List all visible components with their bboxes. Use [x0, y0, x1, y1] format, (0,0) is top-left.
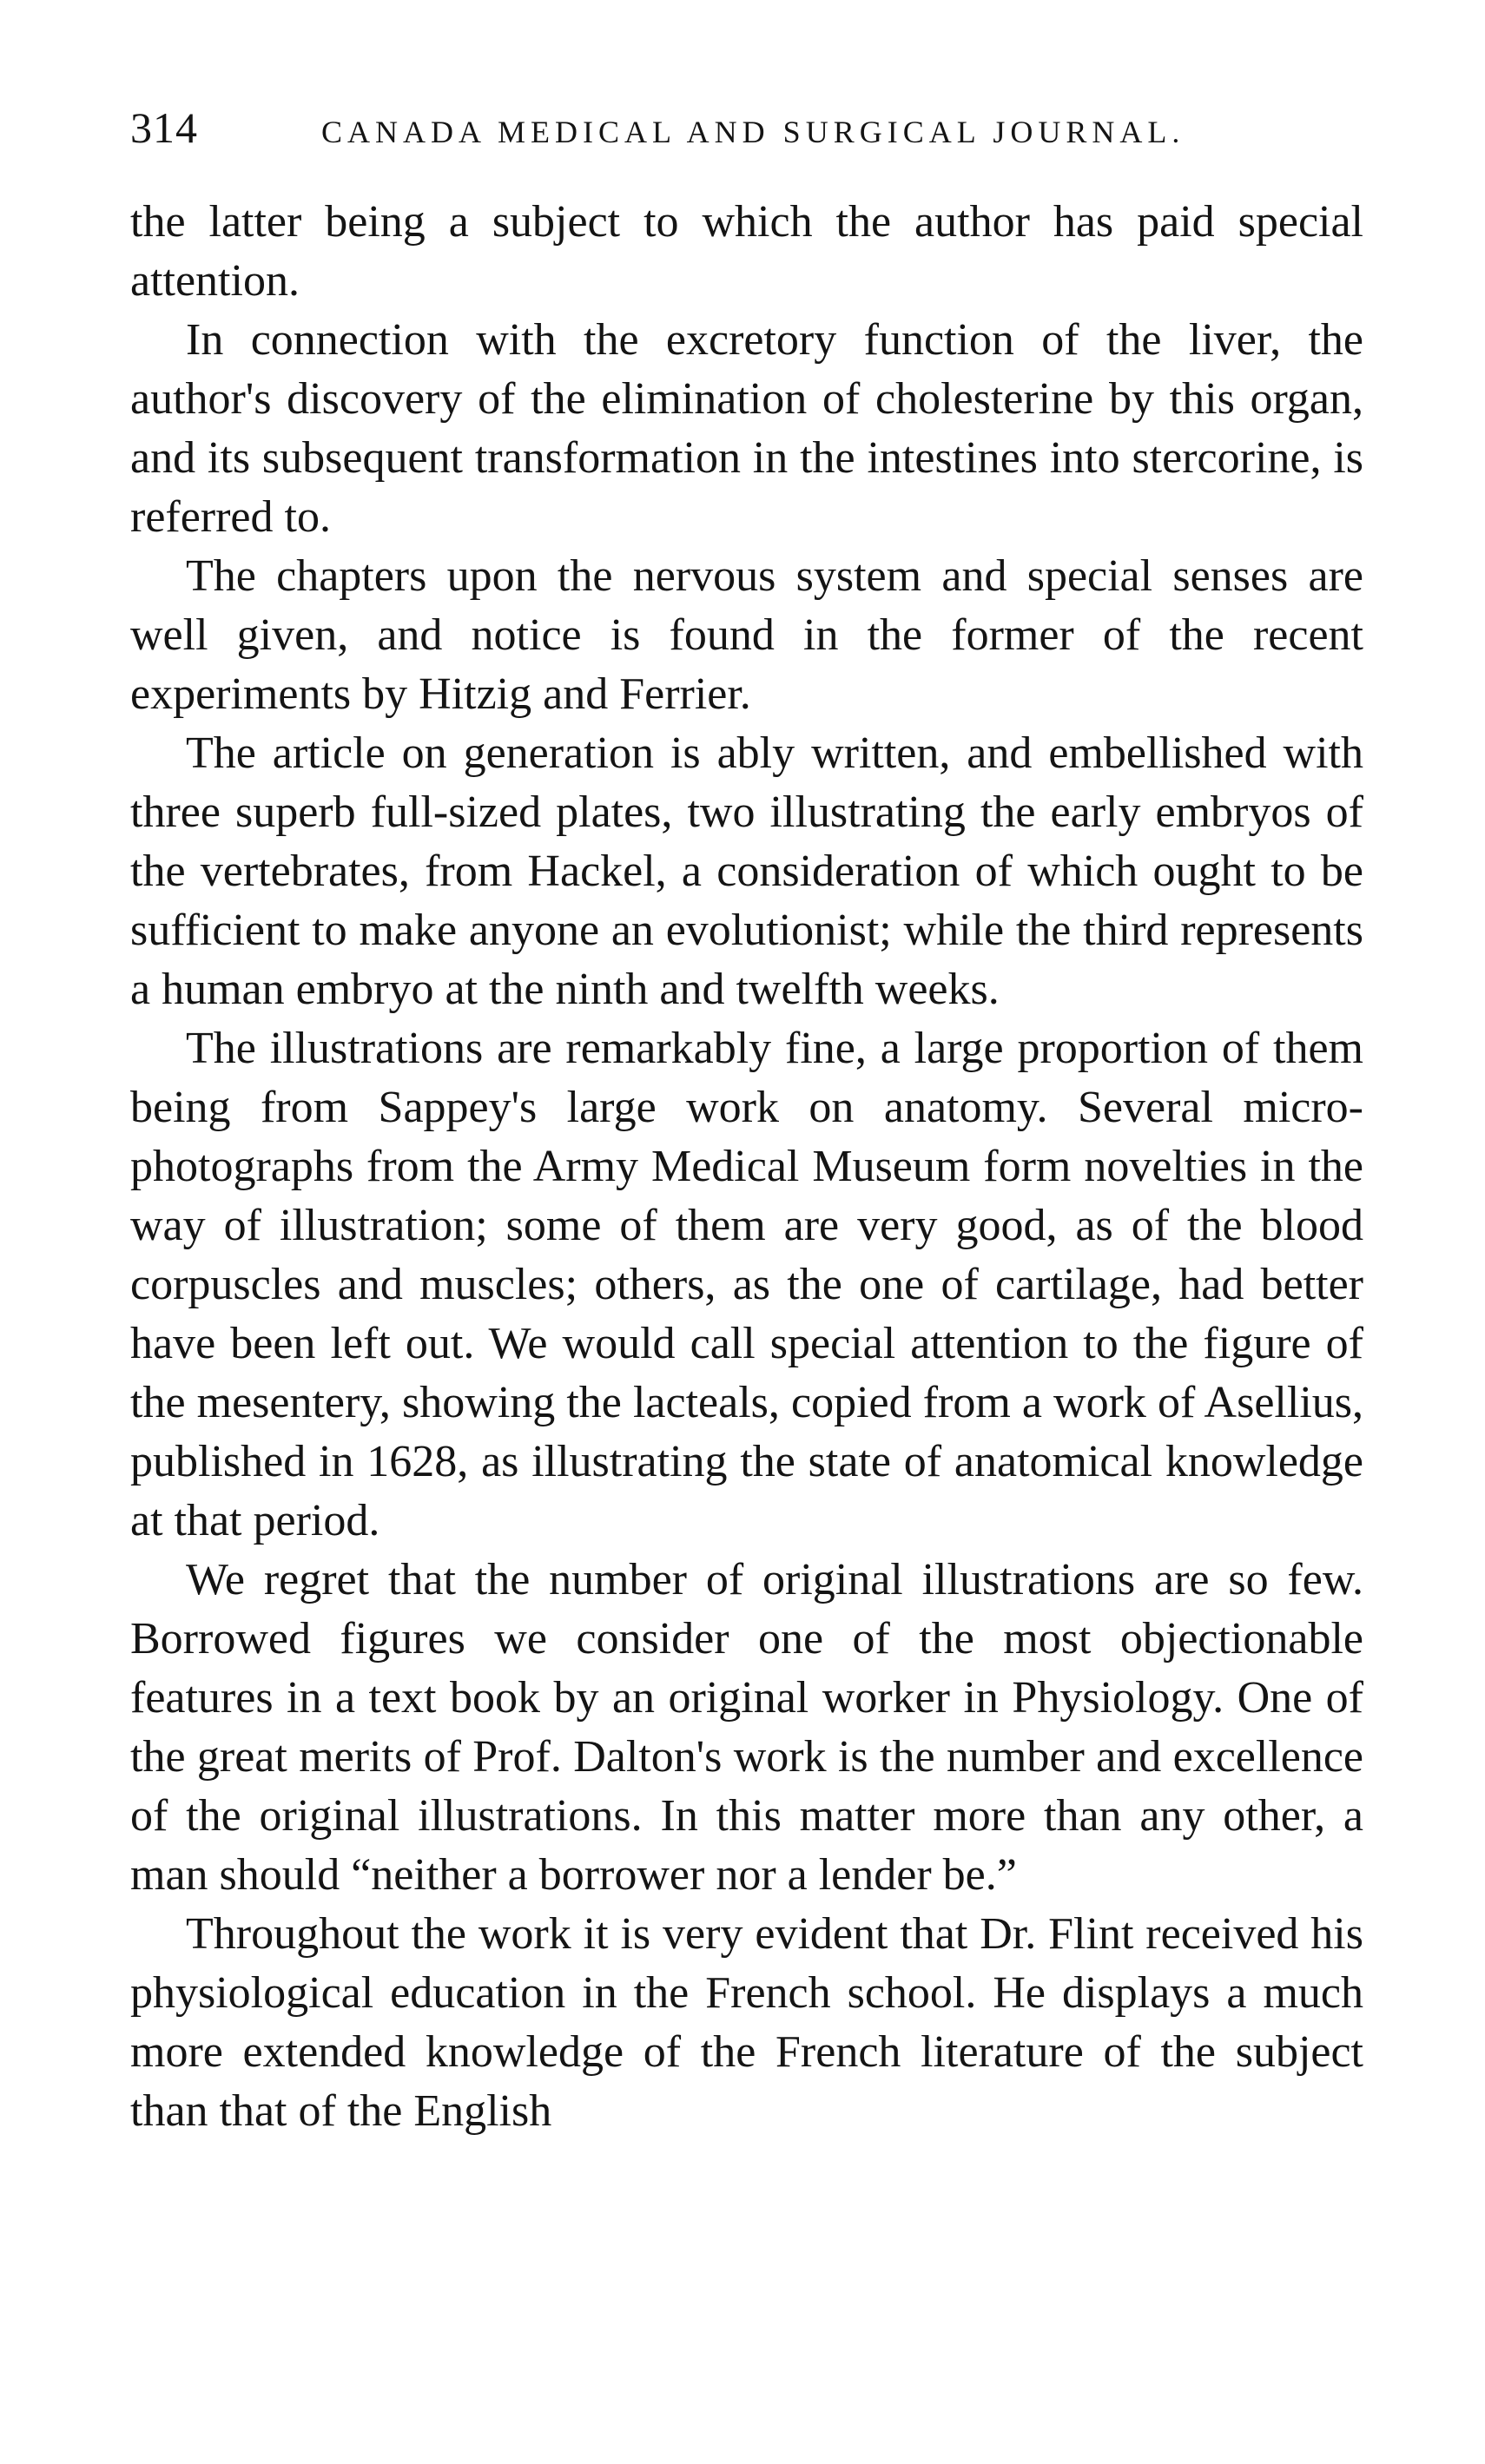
journal-title: CANADA MEDICAL AND SURGICAL JOURNAL. [321, 115, 1185, 149]
paragraph-illustrations: The illustrations are remarkably fine, a large proportion of them being from Sappey's large work on anatomy. Several micro-photographs from the Army Medical Museum form novelties in the way of illustration; some of them are very good, as of the blood corpuscles and muscles; others, as the one of cartilage, had better have been left out. We would call special attention to the figure of the mesentery, showing the lacteals, copied from a work of Asellius, published in 1628, as illustrating the state of anatomical knowledge at that period. [130, 1024, 1363, 1545]
paragraph-generation: The article on generation is ably written, and embellished with three superb full-sized plates, two illustrating the early embryos of the vertebrates, from Hackel, a consideration of which ought to be sufficient to make anyone an evolutionist; while the third represents a human embryo at the ninth and twelfth weeks. [130, 728, 1363, 1014]
journal-page [130, 102, 1363, 2141]
page-number: 314 [130, 103, 198, 152]
article-body [130, 193, 1363, 2141]
paragraph-liver-function: In connection with the excretory function of the liver, the author's discovery of the elimination of cholesterine by this organ, and its subsequent transformation in the intestines into stercorine, is referred to. [130, 315, 1363, 542]
paragraph-nervous-system: The chapters upon the nervous system and special senses are well given, and notice is found in the former of the recent experiments by Hitzig and Ferrier. [130, 551, 1363, 719]
paragraph-original-illustrations: We regret that the number of original illustrations are so few. Borrowed figures we consider one of the most objectionable features in a text book by an original worker in Physiology. One of the great merits of Prof. Dalton's work is the number and excellence of the original illustrations. In this matter more than any other, a man should “neither a borrower nor a lender be.” [130, 1555, 1363, 1900]
running-head [130, 102, 1363, 155]
paragraph-french-school: Throughout the work it is very evident that Dr. Flint received his physiological education in the French school. He displays a much more extended knowledge of the French literature of the subject than that of the English [130, 1909, 1363, 2136]
paragraph-continuation: the latter being a subject to which the author has paid special attention. [130, 197, 1363, 306]
